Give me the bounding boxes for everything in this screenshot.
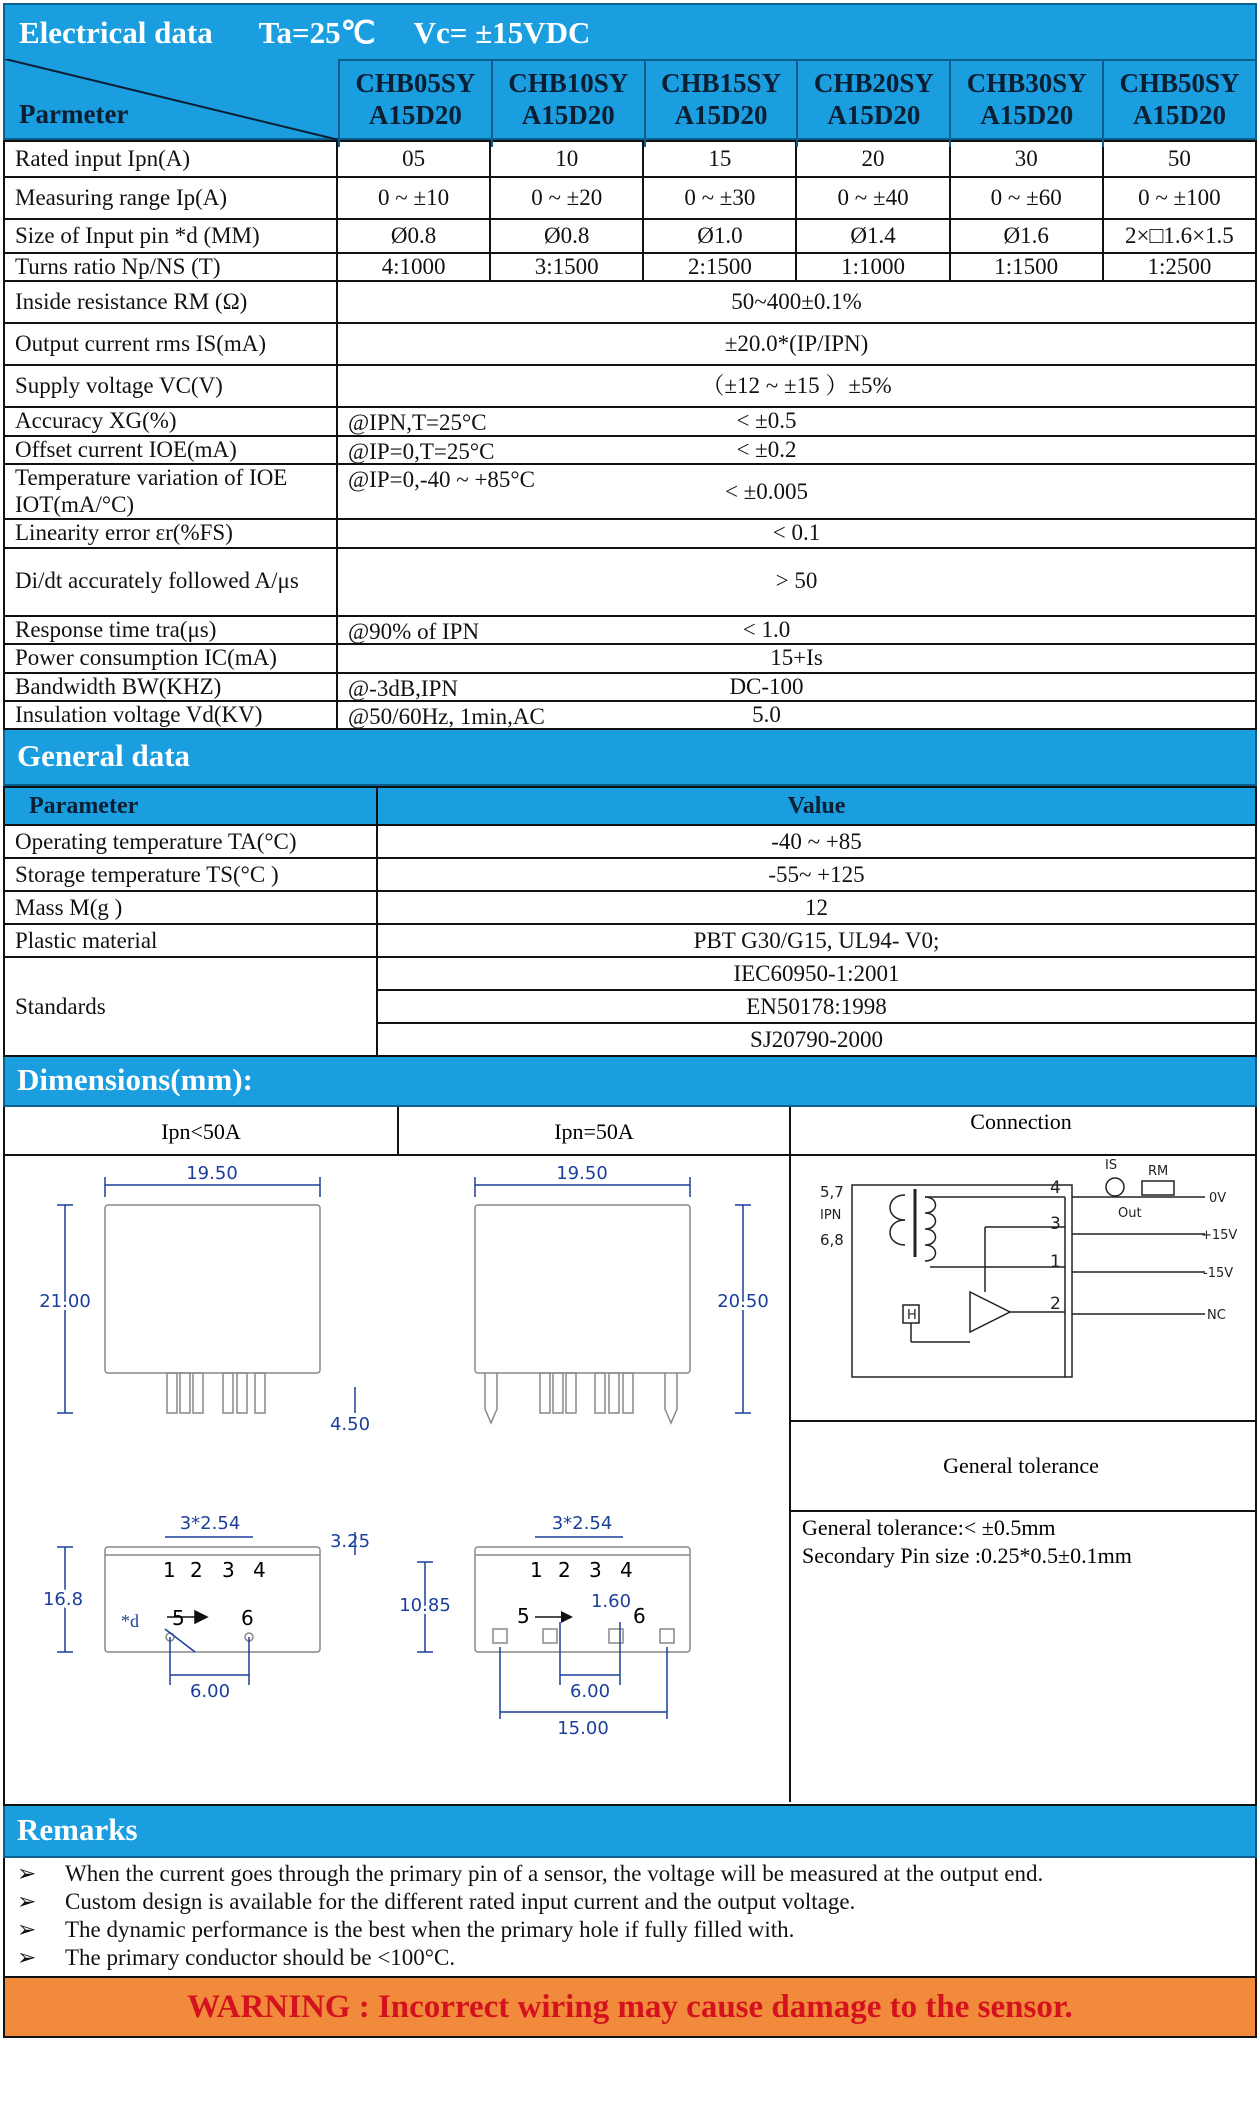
conn-in-top: 5,7 (820, 1183, 844, 1202)
conn-is: IS (1105, 1158, 1118, 1174)
spec-value: > 50 (775, 568, 818, 594)
right-base: 15.00 (557, 1718, 609, 1740)
remark-item (13, 1888, 1247, 1916)
spec-value: < 0.1 (772, 520, 821, 546)
spec-condition: @90% of IPN (348, 618, 480, 644)
spec-value: （±12 ~ ±15 ）±5% (701, 373, 892, 399)
dimensions-drawing (5, 1107, 1255, 1802)
drawing-ipn-eq-50 (475, 1205, 690, 1652)
spec-label: Linearity error εr(%FS) (4, 519, 337, 547)
model-header (338, 61, 491, 147)
spec-value-cell (337, 365, 1256, 407)
general-row (4, 825, 1256, 858)
conn-rail-nc: NC (1207, 1308, 1226, 1324)
model-suffix: A15D20 (521, 100, 615, 131)
model-name: CHB50SY (1119, 68, 1240, 98)
bullet-arrow-icon: ➢ (17, 1861, 37, 1887)
spec-value: < ±0.2 (736, 436, 797, 462)
standard-row (4, 957, 1256, 990)
spec-label: Output current rms IS(mA) (4, 323, 337, 365)
left-pin-4: 4 (253, 1558, 266, 1583)
col-connection: Connection (970, 1109, 1072, 1135)
spec-value: Ø0.8 (337, 219, 490, 253)
conn-in-label: IPN (820, 1208, 842, 1224)
dimensions-panel (3, 1107, 1257, 1806)
spec-value: 1:1500 (950, 253, 1103, 281)
spec-row (4, 323, 1256, 365)
drawing-ipn-lt-50 (105, 1205, 320, 1652)
spec-value-cell (337, 407, 1256, 435)
spec-value: Ø1.0 (643, 219, 796, 253)
model-header (796, 61, 949, 147)
spec-row (4, 436, 1256, 464)
spec-condition: @IPN,T=25°C (348, 410, 487, 436)
general-value: 12 (377, 891, 1256, 924)
spec-label: Insulation voltage Vd(KV) (4, 701, 337, 729)
tolerance-line-1: General tolerance:< ±0.5mm (802, 1515, 1056, 1541)
conn-rail-0v: 0V (1209, 1191, 1227, 1207)
left-height: 21.00 (39, 1291, 91, 1313)
tolerance-line-2: Secondary Pin size :0.25*0.5±0.1mm (802, 1543, 1132, 1569)
spec-label: Response time tra(μs) (4, 616, 337, 644)
spec-row (4, 281, 1256, 323)
left-pin-5: 5 (172, 1606, 185, 1631)
model-suffix: A15D20 (368, 100, 462, 131)
col-ipn-lt-50: Ipn<50A (161, 1119, 241, 1145)
spec-row (4, 644, 1256, 672)
spec-value-cell (337, 436, 1256, 464)
spec-value: 4:1000 (337, 253, 490, 281)
model-name: CHB20SY (813, 68, 934, 98)
general-label: Operating temperature TA(°C) (4, 825, 377, 858)
spec-value: 30 (950, 141, 1103, 177)
general-value: -40 ~ +85 (377, 825, 1256, 858)
model-name: CHB30SY (966, 68, 1087, 98)
remark-text: When the current goes through the primary pin of a sensor, the voltage will be measured at the output end. (65, 1861, 1044, 1887)
spec-condition: @IP=0,T=25°C (348, 438, 495, 464)
spec-condition: @IP=0,-40 ~ +85°C (348, 467, 535, 493)
spec-value: 0 ~ ±10 (337, 177, 490, 219)
right-pin-3: 3 (589, 1558, 602, 1583)
model-suffix: A15D20 (1133, 100, 1227, 131)
general-value: PBT G30/G15, UL94- V0; (377, 924, 1256, 957)
tolerance-title: General tolerance (943, 1453, 1099, 1479)
conn-pin-2: 2 (1050, 1294, 1061, 1315)
conn-in-bot: 6,8 (820, 1231, 844, 1250)
general-data-title: General data (3, 730, 1257, 786)
general-label: Plastic material (4, 924, 377, 957)
conn-pin-4: 4 (1050, 1178, 1061, 1199)
standard-value: SJ20790-2000 (377, 1023, 1256, 1056)
parameter-header: Parmeter (19, 99, 129, 129)
spec-value: ±20.0*(IP/IPN) (724, 331, 869, 357)
right-pin-5: 5 (517, 1604, 530, 1629)
spec-value: 20 (796, 141, 949, 177)
right-depth: 10.85 (399, 1595, 451, 1617)
left-pin-length: 4.50 (329, 1414, 371, 1436)
general-row (4, 858, 1256, 891)
left-pin-6: 6 (241, 1606, 254, 1631)
spec-value: 2:1500 (643, 253, 796, 281)
spec-value: 0 ~ ±40 (796, 177, 949, 219)
remark-text: Custom design is available for the different rated input current and the output voltage. (65, 1889, 856, 1915)
spec-value-cell (337, 519, 1256, 547)
general-table (3, 786, 1257, 1057)
left-pin-3: 3 (222, 1558, 235, 1583)
model-suffix: A15D20 (674, 100, 768, 131)
spec-value-cell (337, 548, 1256, 616)
spec-label: Temperature variation of IOE IOT(mA/°C) (4, 464, 337, 519)
conn-pin-3: 3 (1050, 1214, 1061, 1235)
right-pin-spacing: 6.00 (569, 1681, 611, 1703)
general-row (4, 924, 1256, 957)
spec-value: 10 (490, 141, 643, 177)
spec-row (4, 701, 1256, 729)
spec-value: < ±0.005 (724, 478, 809, 504)
spec-label: Rated input Ipn(A) (4, 141, 337, 177)
conn-rm: RM (1148, 1164, 1169, 1180)
spec-label: Di/dt accurately followed A/μs (4, 548, 337, 616)
standards-label: Standards (4, 957, 377, 1056)
left-pitch-h: 3.25 (329, 1531, 371, 1553)
conn-pin-1: 1 (1050, 1252, 1061, 1273)
spec-value: 3:1500 (490, 253, 643, 281)
standard-value: IEC60950-1:2001 (377, 957, 1256, 990)
dimensions-title: Dimensions(mm): (3, 1057, 1257, 1107)
spec-label: Offset current IOE(mA) (4, 436, 337, 464)
col-parameter: Parameter (4, 787, 377, 825)
model-header (1102, 61, 1255, 147)
left-pin-spacing: 6.00 (189, 1681, 231, 1703)
spec-value: Ø0.8 (490, 219, 643, 253)
model-header (644, 61, 797, 147)
general-label: Storage temperature TS(°C ) (4, 858, 377, 891)
spec-row (4, 253, 1256, 281)
connection-diagram (852, 1178, 1205, 1377)
spec-label: Bandwidth BW(KHZ) (4, 673, 337, 701)
spec-row (4, 673, 1256, 701)
bullet-arrow-icon: ➢ (17, 1945, 37, 1971)
electrical-title: Electrical data Ta=25℃ Vc= ±15VDC (19, 15, 591, 50)
spec-value: DC-100 (729, 673, 804, 699)
left-pitch: 3*2.54 (179, 1513, 241, 1535)
general-value: -55~ +125 (377, 858, 1256, 891)
spec-value: 1:1000 (796, 253, 949, 281)
general-row (4, 891, 1256, 924)
right-height: 20.50 (717, 1291, 769, 1313)
bullet-arrow-icon: ➢ (17, 1917, 37, 1943)
spec-label: Size of Input pin *d (MM) (4, 219, 337, 253)
electrical-table (3, 140, 1257, 730)
spec-row (4, 519, 1256, 547)
spec-value-cell (337, 673, 1256, 701)
right-pin-4: 4 (620, 1558, 633, 1583)
warning-banner: WARNING : Incorrect wiring may cause damage to the sensor. (3, 1978, 1257, 2038)
datasheet (3, 3, 1257, 2038)
left-pin-1: 1 (163, 1558, 176, 1583)
bullet-arrow-icon: ➢ (17, 1889, 37, 1915)
spec-value: 50 (1103, 141, 1256, 177)
spec-value: 2×□1.6×1.5 (1103, 219, 1256, 253)
right-pin-2: 2 (558, 1558, 571, 1583)
model-name: CHB05SY (355, 68, 476, 98)
spec-value: 15+Is (770, 645, 823, 671)
spec-row (4, 548, 1256, 616)
model-suffix: A15D20 (827, 100, 921, 131)
model-headers (338, 61, 1255, 147)
spec-row (4, 177, 1256, 219)
remark-item (13, 1916, 1247, 1944)
remark-item (13, 1944, 1247, 1972)
spec-value: 0 ~ ±60 (950, 177, 1103, 219)
model-header (949, 61, 1102, 147)
conn-rail-p15: +15V (1201, 1228, 1238, 1244)
spec-row (4, 365, 1256, 407)
model-header (491, 61, 644, 147)
model-suffix: A15D20 (980, 100, 1074, 131)
spec-value-cell (337, 281, 1256, 323)
remark-item (13, 1860, 1247, 1888)
spec-label: Inside resistance RM (Ω) (4, 281, 337, 323)
electrical-header (3, 3, 1257, 140)
spec-label: Accuracy XG(%) (4, 407, 337, 435)
spec-label: Power consumption IC(mA) (4, 644, 337, 672)
model-name: CHB10SY (508, 68, 629, 98)
right-width: 19.50 (556, 1163, 608, 1185)
right-gap: 1.60 (590, 1591, 632, 1613)
conn-rail-m15: -15V (1203, 1266, 1234, 1282)
left-depth: 16.8 (42, 1589, 84, 1611)
remarks-list (3, 1858, 1257, 1978)
remark-text: The dynamic performance is the best when the primary hole if fully filled with. (65, 1917, 795, 1943)
spec-value: 50~400±0.1% (731, 289, 862, 315)
right-pin-1: 1 (530, 1558, 543, 1583)
left-pin-d: *d (121, 1611, 139, 1632)
remark-text: The primary conductor should be <100°C. (65, 1945, 456, 1971)
left-pin-2: 2 (190, 1558, 203, 1583)
spec-value: < ±0.5 (736, 408, 797, 434)
spec-value: 1:2500 (1103, 253, 1256, 281)
spec-value: 05 (337, 141, 490, 177)
col-value: Value (377, 787, 1256, 825)
spec-value: Ø1.6 (950, 219, 1103, 253)
left-width: 19.50 (186, 1163, 238, 1185)
spec-value: 0 ~ ±20 (490, 177, 643, 219)
right-pitch: 3*2.54 (551, 1513, 613, 1535)
spec-value: < 1.0 (742, 616, 791, 642)
spec-value-cell (337, 644, 1256, 672)
spec-value: 15 (643, 141, 796, 177)
spec-row (4, 219, 1256, 253)
spec-row (4, 407, 1256, 435)
spec-value-cell (337, 616, 1256, 644)
spec-row (4, 464, 1256, 519)
spec-condition: @-3dB,IPN (348, 675, 458, 701)
spec-value: 5.0 (752, 701, 781, 727)
spec-value-cell (337, 323, 1256, 365)
spec-label: Turns ratio Np/NS (T) (4, 253, 337, 281)
spec-label: Measuring range Ip(A) (4, 177, 337, 219)
conn-h: H (907, 1308, 917, 1324)
spec-value-cell (337, 701, 1256, 729)
col-ipn-eq-50: Ipn=50A (554, 1119, 634, 1145)
standard-value: EN50178:1998 (377, 990, 1256, 1023)
spec-condition: @50/60Hz, 1min,AC (348, 703, 545, 729)
spec-value: Ø1.4 (796, 219, 949, 253)
spec-value-cell (337, 464, 1256, 519)
spec-label: Supply voltage VC(V) (4, 365, 337, 407)
spec-value: 0 ~ ±100 (1103, 177, 1256, 219)
model-name: CHB15SY (661, 68, 782, 98)
spec-row (4, 616, 1256, 644)
conn-out: Out (1118, 1206, 1142, 1222)
remarks-title: Remarks (3, 1806, 1257, 1858)
spec-value: 0 ~ ±30 (643, 177, 796, 219)
general-label: Mass M(g ) (4, 891, 377, 924)
right-pin-6: 6 (633, 1604, 646, 1629)
